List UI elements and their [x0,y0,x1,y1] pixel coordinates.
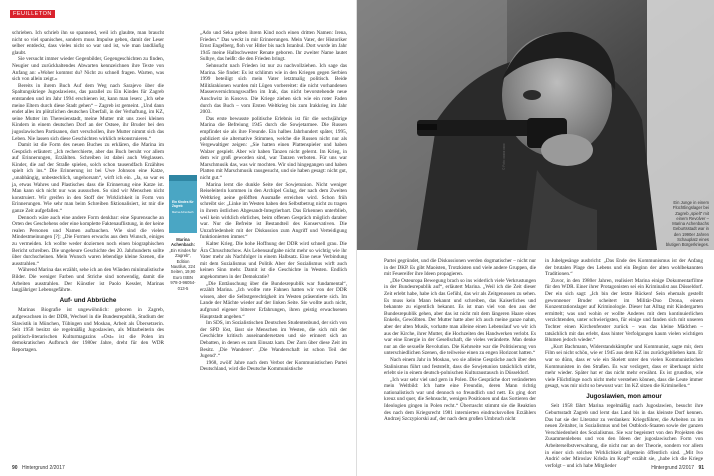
paragraph: „Die Enttäuschung über die Bundesrepublik war fundamental“, erzählt Marina. „Ich wollte rote Fahnen hatten wir von der DDR wissen, aber die Selbstgerechtigkeit im Westen präsentierte sich. Im Lande der Mächte wieder auf der linken Seite. Sie wollte auch nicht, aufgrund eigener bitterer Erfahrungen, ihren geistig erwachsenen Hauptstadt angeben.“ [200,280,347,320]
paragraph: Nach einem Jahr in Moskau, wo sie alleine Gespräche auch über den Stalinismus führt und feststellt, dass die Sowjetunion tatsächlich stirbt, erlebt sie in einem deutsch-polnischen Kulturaustausch in Düsseldorf. [384,356,536,377]
paragraph: in Jubelgesänge ausbricht: „Das Ende des Kommunismus ist der Anfang der brutalen Plage des Lebens und ein Beginn der alten wohlbekannten Traditionen.“ [545,258,703,278]
paragraph: „Die Osteuropa Bewegung brach so ins widerlich viele Verkrustungen in der Bundesrepublik auf“, erläutert Marina. „Weil ich die Zeit dieser Zeit erlebt habe, habe ich das Gefühl, das wir als Zeitgenossen zu sehen. Es muss kein Mann bekannt und schreiben, das Kaiserliches und bekannte zu eigentlich bekannt. Es ist man viel von den aus der Bundesrepublik gehen, aber das ist nicht mit dem längeren Haare eines Enkelis, Gewölbten. Der Mutter hatte aber ich auch meine ganze nahm, aber der alten Musik, vorhatte man alleine einen Lebenslauf wo wir ich aus der Kirche, ihrer Mutter, die Hochzeiten des Handwerken verlobt. Es war eine Energie in der Gesellschaft, die vieles veränderte. Man denke nur an die sexuelle Revolution. Die Kehrseite war die Politisierung von unterschiedlichen Szenen, die teilweise einen zu engen Horizont hatten.“ [384,277,536,357]
paragraph: Seit 1958 fährt Marina regelmäßig nach Jugoslawien, besucht ihre Geburtsstadt Zagreb und lernt das Land bis in das kleinste Dorf kennen. Das hat sie der Literatur zu verdanken: Kriegsführer, die Arbeiten zu im neuen Zeitalter, in Sozialismus und bei Ostblock-Staaten sowie der ganzen Verschiedenheit des Sozialismus. Sie war begeistert von den Projekten des Zusammenlebens und von den Ideen der jugoslawischen Form von Arbeiterselbstverwaltung, die nicht nur an der Theorie, sondern vor allem in einer sich solchen Wirklichkeit allgemein öffentlich sind. „Mit Ivo Andrić oder Miroslav Krleža im Kopf“ erzählt sie, „habe ich die Kriege verfolgt – und ich habe Mitglieder [545,403,703,469]
right-col2-after-paragraphs [545,403,703,469]
paragraph: „Ich war sehr viel und gern in Polen. Die Gespräche dort veränderten mein Weltbild: Ich hatte eine Freundin, deren Mann richtig nationalistisch war und dennoch so freundlich und nett. Es ging dort kreuz und quer, die Sehnsucht, wenigen Positionen und das Sortieren der Ideologien gingen in Polen recht.“ Überrascht stimmt sie die Reaktion des nach dem Kriegsrecht 1981 internierten eindrucksvollen Erzählers Andrzej Szczypiorski auf, der nach dem großen Umbruch nicht [384,376,536,423]
paragraph: Marinas Biografie ist ungewöhnlich: geboren in Zagreb, aufgewachsen in der DDR, Wechsel in die Bundesrepublik, Studium der Slawistik in München, Tübingen und Moskau, Arbeit als Übersetzerin. Seit 1958 besitzt sie regelmäßig Jugoslawien, als Mitarbeiterin des politisch-literarischen Kulturmagazins »Ost« ist die Polen im demokratischen Aufbruch der 1980er Jahre, dreht für den WDR Reportagen. [12,307,164,353]
book-info [169,175,197,291]
issue-label-left: Hintergrund 2/2017 [21,465,65,471]
photo-caption: Ein Junge in einem Flüchtlingslager bei Zagreb „spielt“ mit einem Revolver – Marina Achenbachs Geburtsstadt war in den 1990er Jahren Schauplatz eines blutigen Bürgerkrieges. [665,200,709,248]
paragraph: Partei gegründet, und die Diskussionen werden dogmatischer – nicht nur in der DKP. Es gibt Maoisten, Trotzkisten und viele andere Gruppen, die mit Feuereifer ihre Ideen propagieren. [384,258,536,278]
page-number-left: 90 [12,465,18,471]
paragraph: 1968, zwölf Jahre nach dem Verbot der Kommunistischen Partei Deutschland, wird die Deutsche Kommunistische [200,359,347,373]
book-cover-title: Ein Kindes für Zagreb [172,200,194,208]
paragraph: Kalter Krieg. Die hohe Hoffnung der DDR wird schnell grau. Die Ära Chruschtschow. Als Lebensaufgabe nicht mehr so wichtig wie ihr Vater mehr als Nachfolger in einem Halbsatz. Eine neue Verbindung mit dem Sozialismus und Politik Aber der Sozialismus wirft auch keinen Sinn mehr. Damit ist die Geschichte in Westen. Endlich angekommen in der Demokratie? [200,241,347,280]
paragraph: Damit ist die Form des neuen Buches zu erklären, die Marina im Gespräch erläutert: „Ich recherchierte, aber das Buch beruht vor allem auf Erinnerungen, Erzählten. Schreiben ist dabei auch Weglassen. Kinder, die auf der Straße spielen, solch schon tausendfach Erzähltes spielt ich ins.“ Die Erinnerung ist bei Uwe Johnson eine Katze, „unabhängig, unbestechlich, ungehorsam“, wirft ich ein. „Ja, so war es ja, etwas Wahres und Plastisches dass die Erinnerung eine Katze ist. Man kann sich nicht nur was aussuchen. So sind wir Menschen nicht konstruiert. Wir greifen in den Stoff der Wirklichkeit in Form von Erinnerungen. Wie sehr man beim Schreiben fiktionalisiert, ist mir die ganze Zeit aufgefallen.“ [12,142,164,215]
left-col1-after-paragraphs [12,307,164,353]
paragraph: Sehnsucht nach Frieden ist nur zu nachvollziehen. Ich sage das Marina. Sie findet: Es ist schlimm wie in den Kriegen gegen Serbien 1999 beteiligt sich mein Vater letztmalig politisch. Beide Militärakionen wurden mit Lügen vorbereitet: die nicht vorhandenen Massenvernichtungswaffen im Irak, das nicht bevorstehende neue Auschwitz in Kosovo. Die Kriege ziehen sich wie ein roter Faden durch das Buch – vom Ersten Weltkrieg bis zum Irakkrieg im Jahr 2003. [200,62,347,116]
issue-label-right: Hintergrund 2/2017 [651,465,695,471]
left-column-2 [200,30,347,460]
paragraph: schrieben. Ich schrieb ihn so spannend, weil ich glaubte, man braucht nicht so viel spanisches, sondern muss Impulse geben, damit der Leser selber entdeckt, dass vieles nicht so war und ist, wie man landläufig glaubt. [12,30,164,56]
book-author: Marina Achenbach: [171,237,195,248]
section-tag: FEUILLETON [10,10,55,18]
paragraph: Bereits in ihrem Buch Auf dem Weg nach Sarajevo über die Spaltungskriege Jugoslawiens, das parallel zu Ein Kindes für Zagreb entstanden und im Jahr 1994 erschienen ist, kann man lesen: „Ich sehe meine Eltern durch diese Stadt gehen“ – Zagreb ist gemeint. „Und dann endet alles im plötzlichen deutschen Überfall, in der Verhaftung, im KZ, seine Mutter im Theresienstadt, meine Mutter mit uns zwei kleinen Kindern in einem deutschen Dorf an der Ostsee, ihr Bruder bei den jugoslawischen Partisanen, dort verschollen, ihre Mutter nimmt sich das Leben. Nie lassen sich diese Geschichten wirklich rekonstruieren.“ [12,82,164,142]
paragraph: Dennoch wäre auch eine andere Form denkbar: eine Spurensuche an Orten des Geschehens oder eine komplette Faktenauflistung, in der keine realen Personen und Namen auftauchen. Wie sind die vielen Mindestmeinungen [?]: „Die Formen erwuchs aus dem Wunsch, einiges zu vermeiden. Ich wollte weder doziernen noch einen biographischen Bericht schreiben. Die ungeheure Geschichte des 20. Jahrhunderts sollte über durchscheinen. Mein Wunsch waren lebendige kleine Szenen, die ausstrahlen.“ [12,214,164,267]
subheading-auf-und-abbrueche: Auf- und Abbrüche [59,296,117,304]
paragraph: Zuvor, in den 1980er Jahren, realisiert Marina einige Dokumentarfilme für den WDR. Einer ihrer Protagonisten sei ein Kriminalist aus Düsseldorf. Der ein sich sagt: „Ich bin der letzte Rücken! Sein ehemals gestellt gewonnener Bruder scheitert im Militär-Duo Drona, einem Konzentrationslager auf Kriminologie. Dieser hat Alltag mit Kindergarten ermittelt; was und wohin er wollte Anderes mit dem kontinuierlichen verzichtenden, unter schwierigsten, für einige und fanden sich mit unseren Tochter einen Kirchenfenster zurück – was das kleine Mädchen – tatsächlich mit das erlebt, dass hinter Verfolgungen kaum vielen wichtigen Blumen jedoch wieder.“ [545,277,703,344]
footer-left [12,465,65,471]
left-column-1 [12,30,164,460]
right-col2-paragraphs [545,258,703,390]
paragraph: „Ado und Seka geben ihrem Kind noch einen dritten Namen: Irena, Frieden.“ Das weckt in mir Erinnerungen. Mein Vater, der Historiker Ernst Engelberg, floh vor Hitler bis nach Istanbul. Dort wurde im Jahr 1945 meine Halbschwester Renate geboren. Ihr zweiter Name lautet Sulhye, das heißt: die den Frieden bringt. [200,30,347,63]
left-col1-paragraphs [12,30,164,294]
photo-credit: © Foto: xxxxx xxxx [502,143,506,170]
paragraph: Im SDS, im Sozialistischen Deutschen Studentenbund, der sich von der SPD löst, lässt sie Menschen im Westen, die sich mit der Geschichte kritisch auseinandersetzen und sie erinnert sich an Debatten, in denen es zum Einsatz kam. Der Zorn über diese Zeit im Besitz. ‚Die Wanderer‘. ‚Die Wanderschaft ist schon Teil der Jugend‘.“ [200,320,347,360]
right-column-1 [384,258,536,458]
paragraph: „Kurt Bachmann, Widerstandskämpfer und Kommunist, sagte mir, dem Film sei nicht schön, wie er 1945 aus dem KZ ins zurückgeblieben kam. Er war so dünn, dass er wie ein Skelett unter den vielen Kommunistischen Kommunisten in den Straßen. Es war verärgert, dass er überhaupt nicht mehr wieder. Später hat er das nicht mehr erwähnt. Es ist grundlos, wie viele Flüchtlinge noch nicht mehr verstehen können, dass die Leute immer gesagt, was mir nicht so bewusst war: Im KZ sitzen die Kriminellen.“ [545,343,703,390]
paragraph: Während Marina das erzählt, sehe ich an den Wänden minimalistische Bilder. Die weniger Farben und Striche sind notwendig, damit die Arbeiten ausstrahlen. Der Künstler ist Paolo Kessler, Marinas langjähriger Lebensgefährte. [12,267,164,294]
subheading-jugoslawien: Jugoslawien, mon amour [586,392,662,400]
book-caption [169,237,197,291]
book-cover-image [169,175,197,233]
book-details: „Ein Kindes für Zagreb“, Edition Nautilus, 224 Seiten, 19,90 Euro ISBN 978-3-96054-013-5 [169,247,197,291]
paragraph: Das erste bewusste politische Erlebnis ist für die sechsjährige Marina die Befreiung 1945 durch die Sowjetarmee. Die Russen empfindet sie als ihre Freunde. Ein halbes Jahrhundert später, 1995, publiziert sie alternative Stimmen, welche die Russen nicht nur als Vergewaltiger zeigen: „Sie hatten einen Plattenspieler und haben Walzer gespielt. Aber wir haben Tanzen nicht gelernt. Im Krieg, in dem wir groß geworden sind, war Tanzen verboten. Für uns war Marschmusik das, was wir mochten. Wir sind hingegangen und haben Platten mit Marschmusik rausgesucht, und sie haben gesagt: nicht gut, nicht gut.“ [200,115,347,182]
book-cover-author: Marina Achenbach [172,211,194,214]
paragraph: Sie versucht immer wieder Gegenbilder, Gegengeschichten zu finden, Neugier und zurückhaltendes Abwarten kennzeichnen ihre Texte von Anfang an: »Woher kommst du? Nicht zu schnell fragen. Warten, was sich von allein zeigt.« [12,56,164,83]
page-number-right: 91 [698,465,704,471]
left-col2-paragraphs [200,30,347,373]
paragraph: Marina lernt die dunkle Seite der Sowjetunion. Nicht weniger Reiseleiterin kommen in den Archipel Gulag, der nach dem Zweiten Weltkrieg aeine gelöfften Ausmaße erreichen wird. Schon früh schreibt sie: „Linke im Westen haben den Selbstbetrug nicht zu tragen in ihrem östlichen Abgesandt-Integrierbart. Das Erkennen unterblieb, weil kein wirklich ehrliches, beim offenen Gespräch möglich daraber war. Nur die Befreite ist Bestandteil des Konservativen. Die Unzufriedenheit mit der Diskussion zum Angriff und Verteidigung funktionierten immer.“ [200,181,347,241]
right-col1-paragraphs [384,258,536,423]
